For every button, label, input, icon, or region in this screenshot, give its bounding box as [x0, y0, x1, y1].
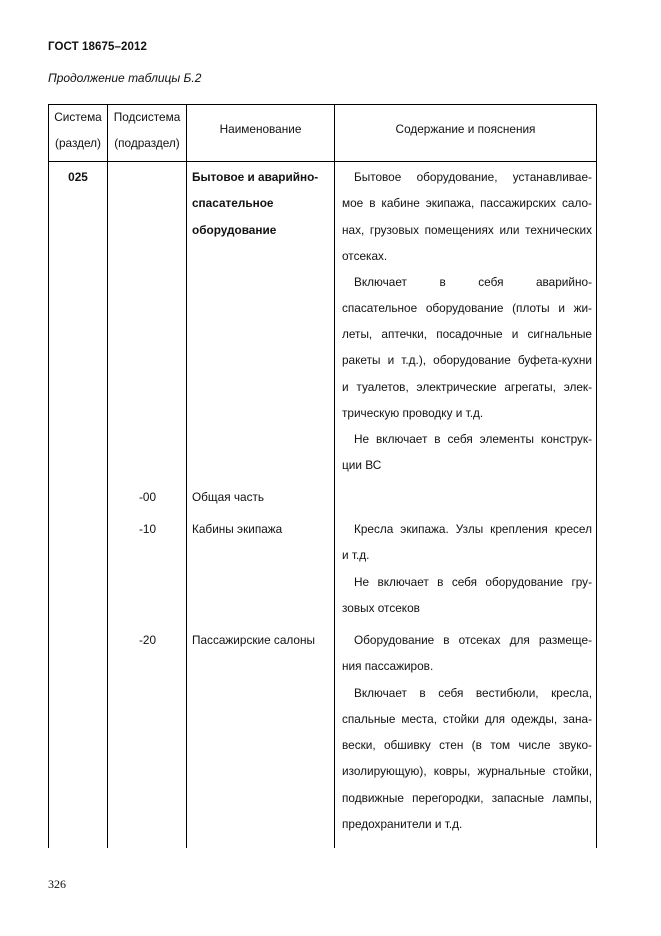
- table-top-border: [48, 104, 596, 105]
- system-code: 025: [68, 170, 88, 184]
- content-line: Включает в себя аварийно-: [354, 275, 592, 289]
- content-line: и т.д.: [342, 548, 370, 562]
- header-bottom-border: [48, 161, 596, 162]
- content-line: Не включает в себя оборудование гру-: [354, 575, 592, 589]
- content-line: Бытовое оборудование, устанавливае-: [354, 170, 592, 184]
- content-line: Не включает в себя элементы конструк-: [354, 432, 592, 446]
- content-line: Включает в себя вестибюли, кресла,: [354, 686, 592, 700]
- page-number: 326: [48, 877, 66, 891]
- content-line: Оборудование в отсеках для размеще-: [354, 633, 592, 647]
- content-line: спальные места, стойки для одежды, зана-: [342, 712, 592, 726]
- content-line: леты, аптечки, посадочные и сигнальные: [342, 327, 592, 341]
- header-system-line1: Система: [54, 110, 102, 124]
- name-line: Бытовое и аварийно-: [192, 170, 319, 184]
- content-line: ции ВС: [342, 458, 382, 472]
- header-system-line2: (раздел): [55, 136, 101, 150]
- content-line: нах, грузовых помещениях или технических: [342, 223, 592, 237]
- table-left-border: [48, 104, 49, 848]
- subsystem-code: -20: [139, 633, 157, 647]
- subsystem-code: -10: [139, 522, 157, 536]
- header-name: Наименование: [219, 122, 302, 136]
- content-line: мое в кабине экипажа, пассажирских сало-: [342, 196, 592, 210]
- content-line: подвижные перегородки, запасные лампы,: [342, 791, 592, 805]
- content-line: ния пассажиров.: [342, 659, 434, 673]
- content-line: зовых отсеков: [342, 601, 420, 615]
- content-line: отсеках.: [342, 249, 388, 263]
- content-line: трическую проводку и т.д.: [342, 406, 484, 420]
- content-line: изолирующую), ковры, журнальные стойки,: [342, 764, 592, 778]
- column-divider-1: [107, 104, 108, 848]
- name-line: оборудование: [192, 223, 277, 237]
- column-divider-3: [334, 104, 335, 848]
- header-subsystem-line2: (подраздел): [114, 136, 180, 150]
- content-line: Кресла экипажа. Узлы крепления кресел: [354, 522, 592, 536]
- content-line: предохранители и т.д.: [342, 817, 463, 831]
- name-line: спасательное: [192, 196, 274, 210]
- subsystem-name: Общая часть: [192, 490, 265, 504]
- subsystem-name: Пассажирские салоны: [192, 633, 315, 647]
- header-content: Содержание и пояснения: [395, 122, 536, 136]
- content-line: спасательное оборудование (плоты и жи-: [342, 301, 592, 315]
- content-line: вески, обшивку стен (в том числе звуко-: [342, 738, 592, 752]
- table-continuation-caption: Продолжение таблицы Б.2: [48, 71, 202, 85]
- content-line: и туалетов, электрические агрегаты, элек-: [342, 380, 592, 394]
- subsystem-name: Кабины экипажа: [192, 522, 283, 536]
- content-line: ракеты и т.д.), оборудование буфета-кухни: [342, 353, 592, 367]
- document-code: ГОСТ 18675–2012: [48, 41, 148, 53]
- column-divider-2: [186, 104, 187, 848]
- header-subsystem-line1: Подсистема: [113, 110, 181, 124]
- table-right-border: [596, 104, 597, 848]
- subsystem-code: -00: [139, 490, 157, 504]
